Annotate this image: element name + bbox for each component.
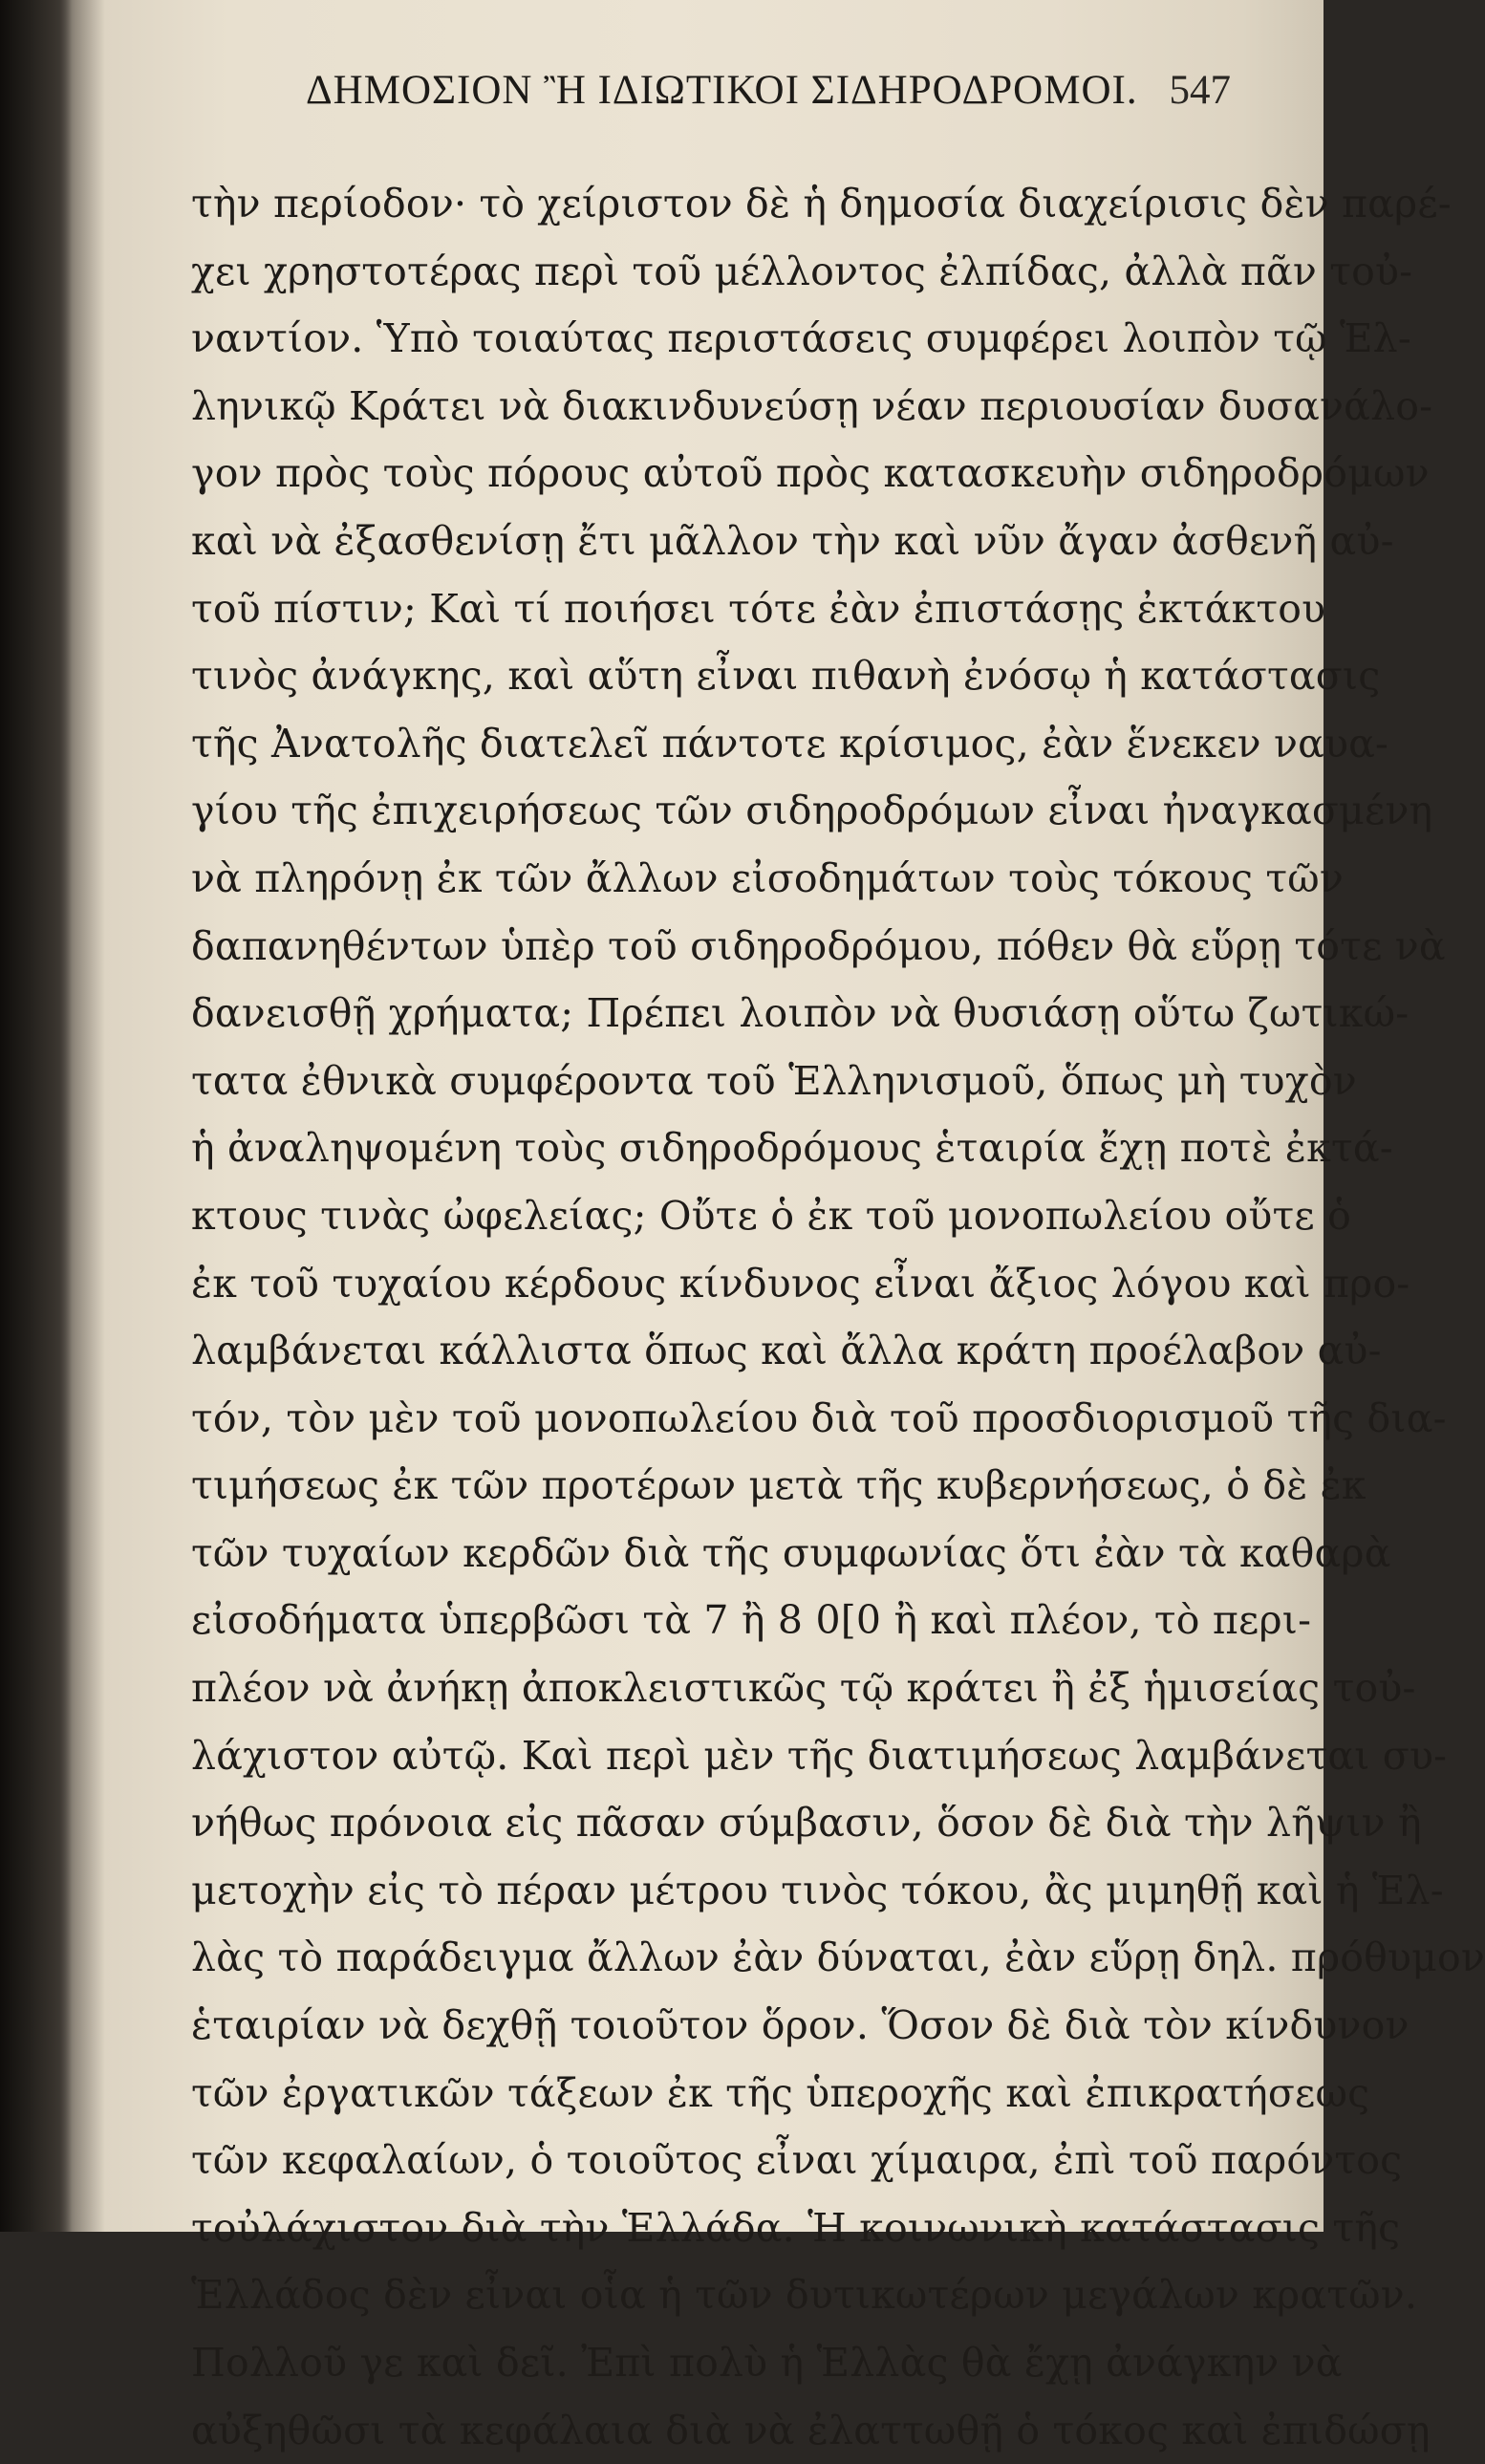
text-line: τῆς Ἀνατολῆς διατελεῖ πάντοτε κρίσιμος, ἐὰν ἕνεκεν ναυα- bbox=[191, 720, 1389, 767]
text-line: αὐξηθῶσι τὰ κεφάλαια διὰ νὰ ἐλαττωθῇ ὁ τόκος καὶ ἐπιδώσῃ bbox=[191, 2407, 1431, 2453]
text-line: δαπανηθέντων ὑπὲρ τοῦ σιδηροδρόμου, πόθεν θὰ εὕρῃ τότε νὰ bbox=[191, 922, 1446, 969]
text-line: τῶν τυχαίων κερδῶν διὰ τῆς συμφωνίας ὅτι ἐὰν τὰ καθαρὰ bbox=[191, 1529, 1391, 1576]
text-line: τόν, τὸν μὲν τοῦ μονοπωλείου διὰ τοῦ προσδιορισμοῦ τῆς δια- bbox=[191, 1394, 1447, 1441]
text-line: γίου τῆς ἐπιχειρήσεως τῶν σιδηροδρόμων εἶναι ἠναγκασμένη bbox=[191, 788, 1433, 834]
text-line: τατα ἐθνικὰ συμφέροντα τοῦ Ἑλληνισμοῦ, ὅπως μὴ τυχὸν bbox=[191, 1057, 1357, 1104]
text-line: λαμβάνεται κάλλιστα ὅπως καὶ ἄλλα κράτη προέλαβον αὐ- bbox=[191, 1328, 1382, 1374]
book-spine-shadow bbox=[0, 0, 72, 2232]
running-header bbox=[191, 67, 1242, 124]
text-line: ἡ ἀναληψομένη τοὺς σιδηροδρόμους ἑταιρία ἔχῃ ποτὲ ἐκτά- bbox=[191, 1125, 1393, 1172]
body-text bbox=[191, 170, 1485, 2464]
text-line: τοὐλάχιστον διὰ τὴν Ἑλλάδα. Ἡ κοινωνικὴ κατάστασις τῆς bbox=[191, 2204, 1401, 2251]
text-line: τῶν ἐργατικῶν τάξεων ἐκ τῆς ὑπεροχῆς καὶ ἐπικρατήσεως bbox=[191, 2069, 1370, 2116]
text-line: τὴν περίοδον· τὸ χείριστον δὲ ἡ δημοσία διαχείρισις δὲν παρέ- bbox=[191, 181, 1452, 227]
text-line: τιμήσεως ἐκ τῶν προτέρων μετὰ τῆς κυβερνήσεως, ὁ δὲ ἐκ bbox=[191, 1462, 1367, 1509]
text-line: ληνικῷ Κράτει νὰ διακινδυνεύσῃ νέαν περιουσίαν δυσανάλο- bbox=[191, 382, 1433, 429]
text-line: χει χρηστοτέρας περὶ τοῦ μέλλοντος ἐλπίδας, ἀλλὰ πᾶν τοὐ- bbox=[191, 248, 1413, 294]
text-line: μετοχὴν εἰς τὸ πέραν μέτρου τινὸς τόκου, ἂς μιμηθῇ καὶ ἡ Ἑλ- bbox=[191, 1867, 1444, 1913]
text-line: Ἑλλάδος δὲν εἶναι οἷα ἡ τῶν δυτικωτέρων μεγάλων κρατῶν. bbox=[191, 2272, 1418, 2319]
text-line: ἐκ τοῦ τυχαίου κέρδους κίνδυνος εἶναι ἄξιος λόγου καὶ προ- bbox=[191, 1260, 1410, 1307]
page-number: 547 bbox=[1169, 68, 1231, 113]
text-line: δανεισθῇ χρήματα; Πρέπει λοιπὸν νὰ θυσιάσῃ οὕτω ζωτικώ- bbox=[191, 990, 1410, 1037]
text-line: ἑταιρίαν νὰ δεχθῇ τοιοῦτον ὅρον. Ὅσον δὲ διὰ τὸν κίνδυνον bbox=[191, 2002, 1410, 2049]
text-line: πλέον νὰ ἀνήκῃ ἀποκλειστικῶς τῷ κράτει ἢ ἐξ ἡμισείας τοὐ- bbox=[191, 1665, 1416, 1712]
text-line: κτους τινὰς ὠφελείας; Οὔτε ὁ ἐκ τοῦ μονοπωλείου οὔτε ὁ bbox=[191, 1192, 1351, 1239]
text-line: τινὸς ἀνάγκης, καὶ αὕτη εἶναι πιθανὴ ἐνόσῳ ἡ κατάστασις bbox=[191, 653, 1381, 700]
header-title: ΔΗΜΟΣΙΟΝ Ἢ ΙΔΙΩΤΙΚΟΙ ΣΙΔΗΡΟΔΡΟΜΟΙ. bbox=[306, 68, 1138, 113]
text-line: Πολλοῦ γε καὶ δεῖ. Ἐπὶ πολὺ ἡ Ἑλλὰς θὰ ἔχῃ ἀνάγκην νὰ bbox=[191, 2340, 1343, 2386]
text-line: καὶ νὰ ἐξασθενίσῃ ἔτι μᾶλλον τὴν καὶ νῦν ἄγαν ἀσθενῆ αὐ- bbox=[191, 517, 1394, 564]
text-line: τῶν κεφαλαίων, ὁ τοιοῦτος εἶναι χίμαιρα, ἐπὶ τοῦ παρόντος bbox=[191, 2137, 1403, 2184]
text-line: λάχιστον αὐτῷ. Καὶ περὶ μὲν τῆς διατιμήσεως λαμβάνεται συ- bbox=[191, 1732, 1448, 1779]
text-line: τοῦ πίστιν; Καὶ τί ποιήσει τότε ἐὰν ἐπιστάσῃς ἐκτάκτου bbox=[191, 585, 1326, 632]
text-line: νήθως πρόνοια εἰς πᾶσαν σύμβασιν, ὅσον δὲ διὰ τὴν λῆψιν ἢ bbox=[191, 1800, 1422, 1847]
text-line: νὰ πληρόνῃ ἐκ τῶν ἄλλων εἰσοδημάτων τοὺς τόκους τῶν bbox=[191, 854, 1344, 901]
text-line: εἰσοδήματα ὑπερβῶσι τὰ 7 ἢ 8 0[0 ἢ καὶ πλέον, τὸ περι- bbox=[191, 1597, 1312, 1644]
text-line: λὰς τὸ παράδειγμα ἄλλων ἐὰν δύναται, ἐὰν εὕρῃ δηλ. πρόθυμον bbox=[191, 1934, 1485, 1981]
text-line: γον πρὸς τοὺς πόρους αὐτοῦ πρὸς κατασκευὴν σιδηροδρόμων bbox=[191, 450, 1430, 497]
text-line: ναντίον. Ὑπὸ τοιαύτας περιστάσεις συμφέρει λοιπὸν τῷ Ἑλ- bbox=[191, 315, 1411, 362]
